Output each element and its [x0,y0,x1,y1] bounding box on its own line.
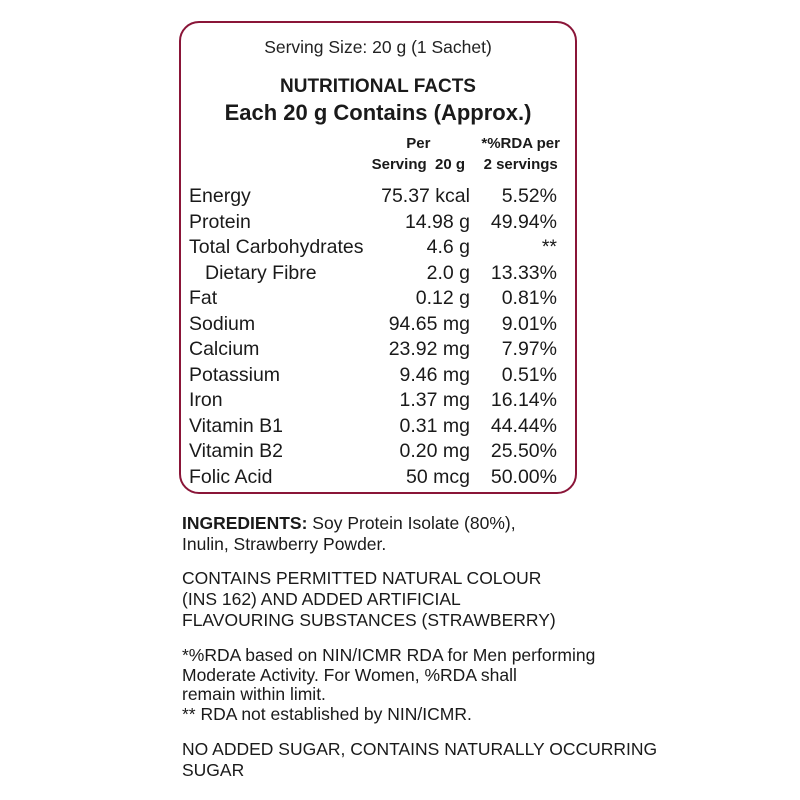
rda-footnote-line: ** RDA not established by NIN/ICMR. [182,704,472,724]
rda-footnote-line: *%RDA based on NIN/ICMR RDA for Men performing [182,645,596,665]
nutrient-name: Total Carbohydrates [189,236,364,258]
nutrient-row [181,235,575,260]
nutrient-row [181,414,575,439]
column-header-per-line1: Per [406,135,431,152]
sugar-note [182,739,657,781]
nutrient-amount: 2.0 g [426,261,470,284]
nutrient-row [181,286,575,311]
nutrient-amount: 23.92 mg [388,338,470,360]
column-header-per-line2: Serving 20 g [371,156,465,173]
nutrient-row [181,312,575,337]
nutrient-name: Potassium [189,363,281,386]
nutrient-rda: 7.97% [501,338,557,360]
nutrient-rda: 5.52% [501,185,557,207]
nutrient-rda: 0.81% [501,287,557,309]
nutrient-row [181,388,575,413]
nutrient-rda: 9.01% [501,312,557,335]
column-header-rda-line1: *%RDA per [481,135,560,152]
nutrient-row [181,363,575,388]
nutrient-name: Vitamin B2 [189,440,283,462]
nutrient-rda: 16.14% [490,389,557,411]
nutrient-name: Energy [189,185,251,207]
nutrient-row [181,184,575,209]
nutrient-amount: 1.37 mg [399,389,470,411]
colour-notice-line: CONTAINS PERMITTED NATURAL COLOUR [182,568,542,588]
rda-footnote [182,645,595,725]
column-header-rda [481,133,560,175]
nutrient-name: Folic Acid [189,465,273,488]
nutrient-rda: 49.94% [490,210,557,233]
ingredients-block [182,513,516,555]
rda-footnote-line: Moderate Activity. For Women, %RDA shall [182,665,517,685]
nutrient-name: Calcium [189,338,260,360]
nutrient-rda: 50.00% [490,465,557,488]
nutrient-amount: 14.98 g [404,210,470,233]
nutrient-name: Dietary Fibre [205,261,317,284]
sugar-note-line: SUGAR [182,760,245,780]
ingredients-label: INGREDIENTS: [182,513,308,533]
nutrient-name: Protein [189,210,251,233]
rda-footnote-line: remain within limit. [182,684,326,704]
nutrient-amount: 0.12 g [415,287,470,309]
nutrient-rda: 0.51% [501,363,557,386]
nutrient-amount: 4.6 g [426,236,470,258]
nutrient-amount: 75.37 kcal [381,185,470,207]
nutrient-amount: 94.65 mg [388,312,470,335]
nutrient-name: Sodium [189,312,256,335]
nutrient-name: Iron [189,389,223,411]
facts-subtitle: Each 20 g Contains (Approx.) [224,100,532,125]
colour-notice [182,568,556,631]
nutrient-rda: 44.44% [490,414,557,437]
nutrient-name: Vitamin B1 [189,414,283,437]
nutrient-name: Fat [189,287,218,309]
column-header-rda-line2: 2 servings [483,156,558,173]
nutrient-row [181,439,575,464]
sugar-note-line: NO ADDED SUGAR, CONTAINS NATURALLY OCCURRING [182,739,658,759]
nutrient-row [181,465,575,490]
nutrient-rda: ** [541,236,557,258]
nutrition-facts-panel [179,21,577,494]
nutrient-row [181,261,575,286]
serving-size: Serving Size: 20 g (1 Sachet) [264,37,492,57]
nutrient-amount: 50 mcg [406,465,470,488]
nutrient-row [181,337,575,362]
nutrient-rda: 25.50% [490,440,557,462]
nutrient-row [181,210,575,235]
column-header-per-serving [372,133,465,175]
facts-title: NUTRITIONAL FACTS [280,76,476,97]
nutrient-amount: 0.31 mg [399,414,470,437]
colour-notice-line: (INS 162) AND ADDED ARTIFICIAL [182,589,461,609]
nutrient-amount: 9.46 mg [399,363,470,386]
nutrient-amount: 0.20 mg [399,440,470,462]
ingredients-line2: Inulin, Strawberry Powder. [182,534,387,554]
colour-notice-line: FLAVOURING SUBSTANCES (STRAWBERRY) [182,610,556,630]
nutrient-rda: 13.33% [490,261,557,284]
ingredients-text: Soy Protein Isolate (80%), [307,513,516,533]
ingredients-line1 [182,513,516,534]
